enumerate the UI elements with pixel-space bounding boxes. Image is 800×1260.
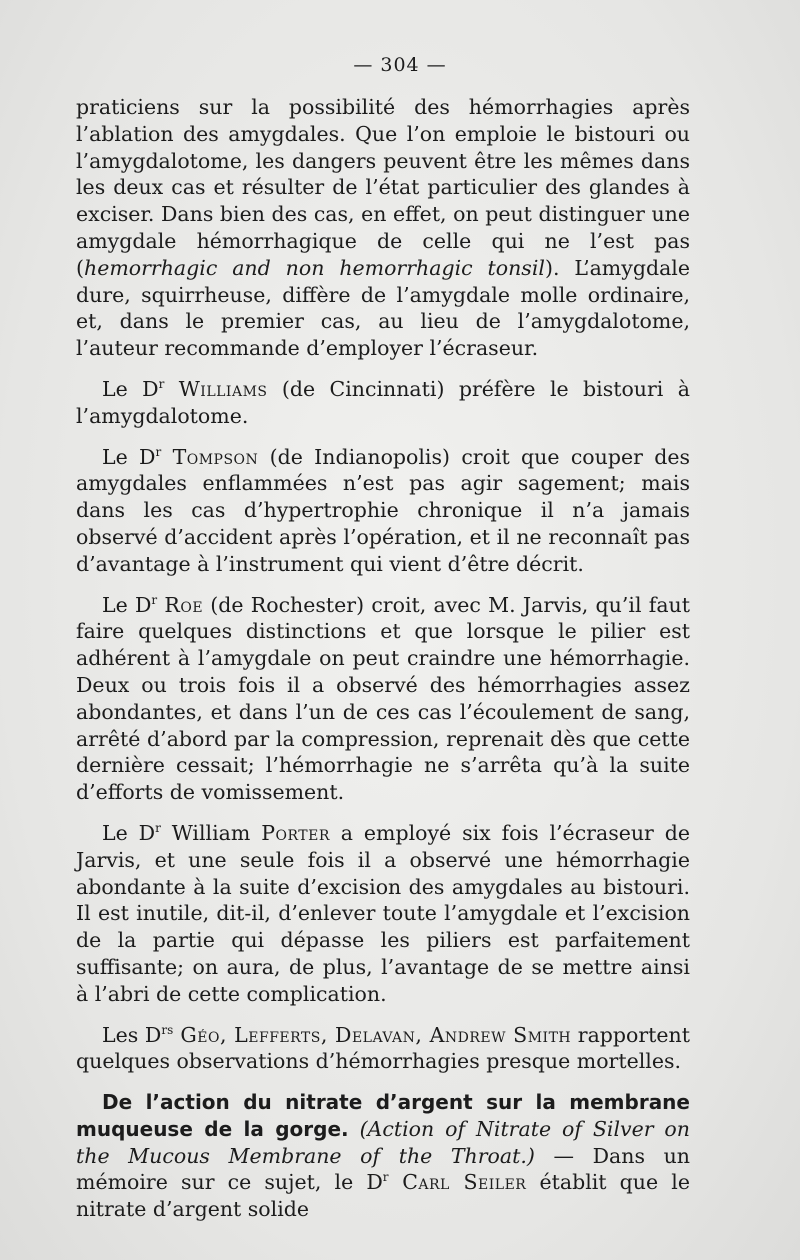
section-sup: r bbox=[382, 1170, 389, 1185]
p5-first-name: William bbox=[160, 820, 262, 845]
p3-text: (de Indianopolis) croit que couper des amygdales enflammées n’est pas agir sagement; mais dans les cas d’hypertrophie chronique il n’a jamais observé d’accident après l’opération, et il ne reconnaît pas d’avantage à l’instrument qui vient d’être décrit. bbox=[76, 444, 690, 576]
p1-text: praticiens sur la possibilité des hémorrhagies après l’ablation des amygdales. Que l’on emploie le bistouri ou l’amygdalotome, les dangers peuvent être les mêmes dans les deux cas et résulter de l’état particulier des glandes à exciser. Dans bien des cas, en effet, on peut distinguer une amygdale hémorrhagique de celle qui ne l’est pas ( bbox=[76, 95, 690, 280]
page-body bbox=[76, 94, 690, 1237]
p3-sup: r bbox=[155, 444, 162, 459]
p5-name: Porter bbox=[261, 820, 330, 845]
p4-le: Le D bbox=[102, 592, 152, 617]
p4-name: Roe bbox=[164, 592, 204, 617]
p4-sup: r bbox=[151, 592, 158, 607]
section-text-before: — Dans un mémoire sur ce sujet, le D bbox=[76, 1143, 690, 1195]
section-english-title: (Action of Nitrate of Silver on the Mucous Membrane of the Throat.) bbox=[76, 1116, 690, 1168]
section-nitrate bbox=[76, 1089, 690, 1223]
section-text-after: établit que le nitrate d’argent solide bbox=[76, 1170, 690, 1222]
p5-sup: r bbox=[155, 821, 161, 836]
page-number: — 304 — bbox=[353, 54, 447, 76]
paragraph-geo-lefferts bbox=[76, 1022, 690, 1076]
p5-le: Le D bbox=[102, 820, 156, 845]
p2-sup: r bbox=[158, 377, 165, 392]
p6-sup: rs bbox=[161, 1022, 174, 1037]
p6-text: rapportent quelques observations d’hémorrhagies presque mortelles. bbox=[76, 1022, 690, 1074]
p1-end: ). L’amygdale dure, squirrheuse, diffère de l’amygdale molle ordinaire, et, dans le premier cas, au lieu de l’amygdalotome, l’auteur recommande d’employer l’écraseur. bbox=[76, 255, 690, 361]
p3-le: Le D bbox=[102, 444, 156, 469]
p4-text: (de Rochester) croit, avec M. Jarvis, qu’il faut faire quelques distinctions et que lorsque le pilier est adhérent à l’amygdale on peut craindre une hémorrhagie. Deux ou trois fois il a observé des hémorrhagies assez abondantes, et dans l’un de ces cas l’écoulement de sang, arrêté d’abord par la compression, reprenait dès que cette dernière cessait; l’hémorrhagie ne s’arrêta qu’à la suite d’efforts de vomissement. bbox=[76, 592, 690, 805]
p5-text: a employé six fois l’écraseur de Jarvis, et une seule fois il a observé une hémorrhagie abondante à la suite d’excision des amygdales au bistouri. Il est inutile, dit-il, d’enlever toute l’amygdale et l’excision de la partie qui dépasse les piliers est parfaitement suffisante; on aura, de plus, l’avantage de se mettre ainsi à l’abri de cette complication. bbox=[76, 820, 690, 1006]
paragraph-continued bbox=[76, 94, 690, 362]
section-author: Carl Seiler bbox=[388, 1170, 527, 1195]
p3-name: Tompson bbox=[172, 444, 259, 469]
paragraph-tompson bbox=[76, 444, 690, 578]
p2-text: (de Cincinnati) préfère le bistouri à l’amygdalotome. bbox=[76, 376, 690, 428]
paragraph-williams bbox=[76, 376, 690, 430]
p2-name: Williams bbox=[178, 376, 268, 401]
paragraph-roe bbox=[76, 592, 690, 806]
p6-names: Géo, Lefferts, Delavan, Andrew Smith bbox=[173, 1022, 572, 1047]
p6-les: Les D bbox=[102, 1022, 162, 1047]
p1-italic-english: hemorrhagic and non hemorrhagic tonsil bbox=[84, 255, 545, 280]
p2-le: Le D bbox=[102, 376, 159, 401]
section-heading: De l’action du nitrate d’argent sur la membrane muqueuse de la gorge. bbox=[76, 1090, 690, 1141]
paragraph-porter bbox=[76, 820, 690, 1008]
